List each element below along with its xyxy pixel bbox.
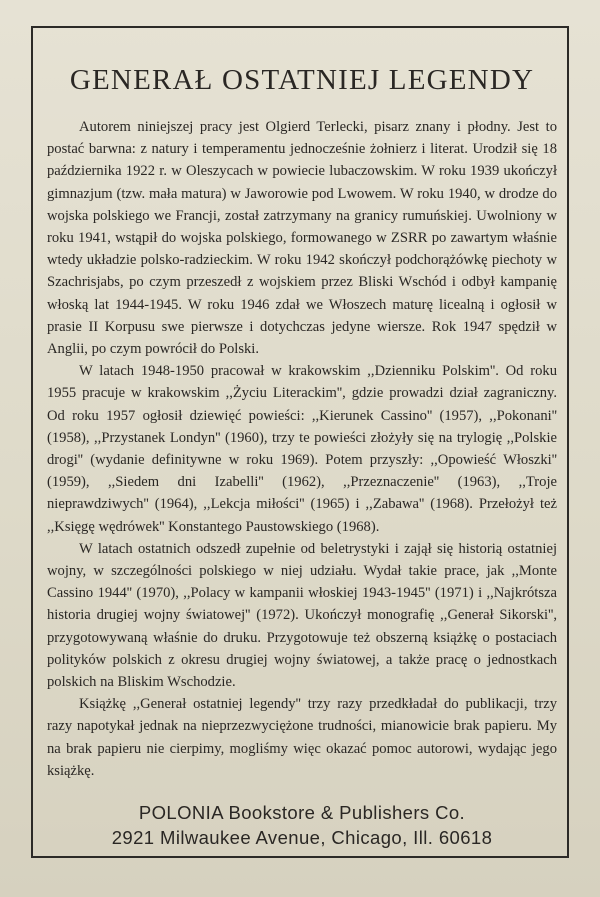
- book-title: GENERAŁ OSTATNIEJ LEGENDY: [69, 64, 535, 96]
- paragraph-works: W latach 1948-1950 pracował w krakowskim ,,Dzienniku Polskim''. Od roku 1955 pracuje w krakowskim ,,Życiu Literackim'', gdzie prowadzi dział zagraniczny. Od roku 1957 ogłosił dziewięć powieści: ,,Kierunek Cassino'' (1957), ,,Pokonani'' (1958), ,,Przystanek Londyn'' (1960), trzy te powieści złożyły się na trylogię ,,Polskie drogi'' (wydanie definitywne w roku 1969). Potem przyszły: ,,Opowieść Włoszki'' (1959), ,,Siedem dni Izabelli'' (1962), ,,Przeznaczenie'' (1963), ,,Troje nieprawdziwych'' (1964), ,,Lekcja miłości'' (1965) i ,,Zabawa'' (1968). Przełożył też ,,Księgę wędrówek'' Konstantego Paustowskiego (1968).: [47, 363, 557, 535]
- paragraph-author-bio: Autorem niniejszej pracy jest Olgierd Terlecki, pisarz znany i płodny. Jest to postać barwna: z natury i temperamentu jednocześnie żołnierz i literat. Urodził się 18 października 1922 r. w Oleszycach w powiecie lubaczowskim. W roku 1939 ukończył gimnazjum (tzw. mała matura) w Jaworowie pod Lwowem. W roku 1940, w drodze do wojska polskiego we Francji, został zatrzymany na granicy rumuńskiej. Uwolniony w roku 1941, wstąpił do wojska polskiego, formowanego w ZSRR po zawartym właśnie wtedy układzie polsko-radzieckim. W roku 1942 skończył podchorążówkę piechoty w Szachrisjabs, po czym przeszedł z wojskiem przez Bliski Wschód i odbył kampanię włoską lat 1944-1945. W roku 1946 zdał we Włoszech maturę licealną i ogłosił w prasie II Korpusu swe pierwsze i dotychczas jedyne wiersze. Rok 1947 spędził w Anglii, po czym powrócił do Polski.: [47, 119, 557, 358]
- paragraph-history-works: W latach ostatnich odszedł zupełnie od beletrystyki i zajął się historią ostatniej wojny, w szczególności polskiego w niej udziału. Wydał takie prace, jak ,,Monte Cassino 1944'' (1970), ,,Polacy w kampanii włoskiej 1943-1945'' (1971) i ,,Najkrótsza historia drugiej wojny światowej'' (1972). Ukończył monografię ,,Generał Sikorski'', przygotowywaną właśnie do druku. Przygotowuje też obszerną książkę o postaciach polityków polskich z okresu drugiej wojny światowej, a także pracę o jednostkach polskich na Bliskim Wschodzie.: [47, 540, 557, 691]
- publisher-address: 2921 Milwaukee Avenue, Chicago, Ill. 60618: [111, 827, 493, 848]
- page-border-frame: [31, 26, 569, 858]
- publisher-name: POLONIA Bookstore & Publishers Co.: [138, 802, 466, 823]
- description-text: [47, 116, 557, 782]
- paragraph-publication-note: Książkę ,,Generał ostatniej legendy'' trzy razy przedkładał do publikacji, trzy razy napotykał jednak na nieprzezwyciężone trudności, mianowicie brak papieru. My na brak papieru nie cierpimy, mogliśmy więc okazać pomoc autorowi, wydając jego książkę.: [47, 696, 557, 779]
